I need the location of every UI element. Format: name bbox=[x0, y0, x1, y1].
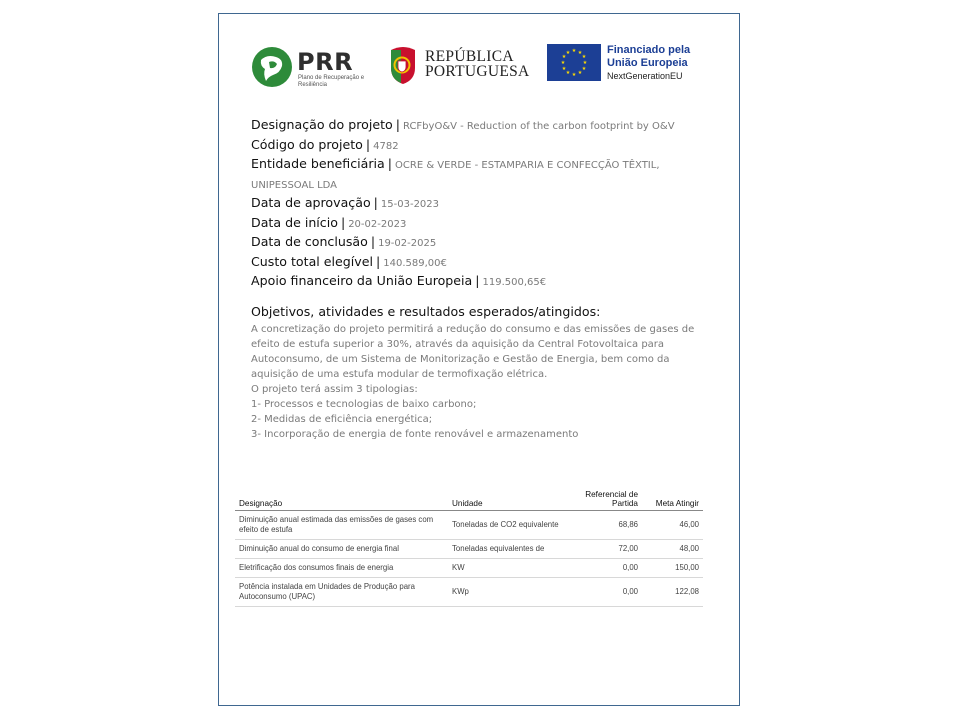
eu-nextgen-label: NextGenerationEU bbox=[607, 71, 683, 81]
field-value: 119.500,65€ bbox=[482, 277, 547, 288]
field-value: 15-03-2023 bbox=[380, 199, 440, 210]
field-row bbox=[251, 233, 721, 253]
document-page bbox=[218, 13, 740, 706]
table-row bbox=[235, 559, 703, 578]
field-value: OCRE & VERDE - ESTAMPARIA E CONFECÇÃO TÊXTIL, UNIPESSOAL LDA bbox=[251, 160, 660, 191]
svg-text:★: ★ bbox=[571, 72, 577, 78]
cell-meta: 122,08 bbox=[642, 578, 703, 607]
field-label: Custo total elegível bbox=[251, 253, 373, 269]
republica-portuguesa-wordmark bbox=[425, 49, 530, 79]
field-separator: | bbox=[387, 156, 393, 171]
objectives-text bbox=[251, 322, 716, 442]
cell-meta: 48,00 bbox=[642, 540, 703, 559]
cell-referencial: 72,00 bbox=[576, 540, 642, 559]
eu-line1: Financiado pela bbox=[607, 44, 691, 56]
cell-unidade: Toneladas de CO2 equivalente bbox=[448, 511, 576, 540]
cell-unidade: Toneladas equivalentes de bbox=[448, 540, 576, 559]
field-separator: | bbox=[375, 253, 381, 269]
svg-text:★: ★ bbox=[561, 66, 567, 72]
svg-text:★: ★ bbox=[577, 50, 583, 56]
objectives-line: 1- Processos e tecnologias de baixo carbono; bbox=[251, 399, 477, 410]
prr-subtitle: Plano de Recuperação e Resiliência bbox=[298, 75, 365, 88]
svg-text:★: ★ bbox=[565, 70, 571, 76]
field-label: Código do projeto bbox=[251, 136, 363, 152]
field-label: Apoio financeiro da União Europeia bbox=[251, 273, 473, 288]
field-separator: | bbox=[373, 195, 378, 210]
field-label: Data de início bbox=[251, 214, 338, 230]
table-row bbox=[235, 511, 703, 540]
cell-referencial: 0,00 bbox=[576, 578, 642, 607]
svg-text:★: ★ bbox=[561, 54, 567, 60]
cell-unidade: KW bbox=[448, 559, 576, 578]
field-row bbox=[251, 136, 721, 156]
portugal-emblem-icon bbox=[387, 46, 419, 86]
eu-flag-icon bbox=[547, 44, 601, 81]
header-referencial: Referencial de Partida bbox=[576, 488, 642, 511]
field-row bbox=[251, 253, 721, 273]
field-row bbox=[251, 194, 721, 214]
objectives-title: Objetivos, atividades e resultados esperados/atingidos: bbox=[251, 304, 601, 319]
eu-funding-title bbox=[607, 44, 690, 70]
prr-wordmark: PRR bbox=[297, 48, 354, 76]
svg-text:★: ★ bbox=[582, 60, 588, 66]
indicators-table bbox=[235, 488, 703, 607]
svg-text:★: ★ bbox=[565, 50, 571, 56]
prr-emblem-icon bbox=[251, 46, 293, 88]
field-value: 19-02-2025 bbox=[378, 238, 437, 249]
cell-designacao: Potência instalada em Unidades de Produção para Autoconsumo (UPAC) bbox=[235, 578, 448, 607]
republica-line2: PORTUGUESA bbox=[425, 63, 530, 80]
cell-designacao: Diminuição anual do consumo de energia final bbox=[235, 540, 448, 559]
table-header-row bbox=[235, 488, 703, 511]
objectives-line: A concretização do projeto permitirá a redução do consumo e das emissões de gases de efeito de estufa superior a 30%, através da aquisição da Central Fotovoltaica para Autoconsumo, de um Sistema de Monitorização e Gestão de Energia, bem como da aquisição de uma estufa modular de termofixação elétrica. bbox=[251, 324, 695, 380]
svg-text:★: ★ bbox=[560, 60, 566, 66]
project-details bbox=[251, 116, 721, 292]
objectives-line: 2- Medidas de eficiência energética; bbox=[251, 414, 433, 425]
field-value: 20-02-2023 bbox=[348, 218, 407, 230]
svg-text:★: ★ bbox=[571, 48, 577, 54]
field-row bbox=[251, 155, 721, 194]
field-separator: | bbox=[340, 214, 346, 230]
field-value: RCFbyO&V - Reduction of the carbon footprint by O&V bbox=[403, 121, 675, 132]
table-row bbox=[235, 578, 703, 607]
field-separator: | bbox=[365, 136, 371, 152]
field-row bbox=[251, 116, 721, 136]
objectives-line: O projeto terá assim 3 tipologias: bbox=[251, 384, 418, 395]
cell-referencial: 68,86 bbox=[576, 511, 642, 540]
svg-text:★: ★ bbox=[577, 70, 583, 76]
field-value: 140.589,00€ bbox=[383, 257, 447, 269]
table-body bbox=[235, 511, 703, 607]
header-unidade: Unidade bbox=[448, 488, 576, 511]
republica-portuguesa-logo bbox=[387, 46, 537, 90]
field-label: Data de conclusão bbox=[251, 234, 368, 249]
field-separator: | bbox=[370, 234, 376, 249]
cell-designacao: Diminuição anual estimada das emissões de gases com efeito de estufa bbox=[235, 511, 448, 540]
field-label: Entidade beneficiária bbox=[251, 156, 385, 171]
objectives-line: 3- Incorporação de energia de fonte renovável e armazenamento bbox=[251, 429, 579, 440]
field-label: Data de aprovação bbox=[251, 195, 371, 210]
republica-line1: REPÚBLICA bbox=[425, 48, 514, 65]
eu-funding-logo bbox=[547, 44, 707, 88]
cell-meta: 150,00 bbox=[642, 559, 703, 578]
field-separator: | bbox=[475, 273, 480, 288]
cell-meta: 46,00 bbox=[642, 511, 703, 540]
field-row bbox=[251, 214, 721, 234]
eu-line2: União Europeia bbox=[607, 57, 688, 69]
cell-designacao: Eletrificação dos consumos finais de energia bbox=[235, 559, 448, 578]
field-row bbox=[251, 272, 721, 292]
header-designacao: Designação bbox=[235, 488, 448, 511]
cell-unidade: KWp bbox=[448, 578, 576, 607]
field-value: 4782 bbox=[373, 140, 399, 152]
header-meta: Meta Atingir bbox=[642, 488, 703, 511]
cell-referencial: 0,00 bbox=[576, 559, 642, 578]
prr-logo bbox=[251, 46, 381, 90]
svg-text:★: ★ bbox=[581, 54, 587, 60]
field-separator: | bbox=[395, 117, 400, 132]
svg-text:★: ★ bbox=[581, 66, 587, 72]
table-row bbox=[235, 540, 703, 559]
field-label: Designação do projeto bbox=[251, 117, 393, 132]
